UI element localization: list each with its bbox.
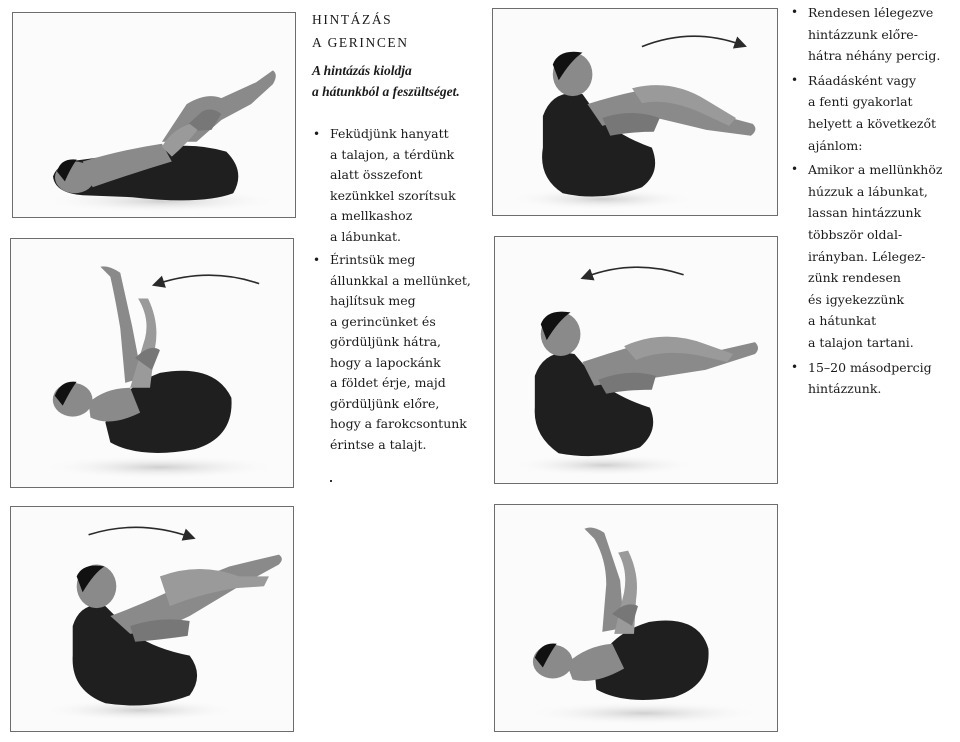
section-title bbox=[312, 8, 409, 54]
instruction-line: • Feküdjünk hanyatt bbox=[330, 126, 449, 141]
tip-item bbox=[790, 2, 942, 67]
direction-arrow-left bbox=[158, 275, 259, 283]
tip-line: húzzuk a lábunkat, bbox=[808, 183, 928, 199]
tip-line: • Ráadásként vagy bbox=[808, 72, 917, 88]
instruction-line: gördüljünk hátra, bbox=[330, 334, 442, 349]
instruction-line: hogy a farokcsontunk bbox=[330, 416, 467, 431]
tip-line: hintázzunk előre- bbox=[808, 26, 918, 42]
tip-line: zünk rendesen bbox=[808, 270, 901, 286]
instruction-line: hogy a lapockánk bbox=[330, 354, 441, 370]
tips-list bbox=[790, 2, 942, 403]
instruction-line: alatt összefont bbox=[330, 167, 423, 182]
instruction-line: gördüljünk előre, bbox=[330, 395, 440, 411]
direction-arrow-right bbox=[642, 36, 741, 46]
tip-line: hátra néhány percig. bbox=[808, 48, 941, 64]
instruction-line: kezünkkel szorítsuk bbox=[330, 187, 456, 203]
instruction-line: állunkkal a mellünket, bbox=[330, 272, 471, 288]
section-title-line-1: HINTÁZÁS bbox=[312, 12, 393, 27]
tip-line: hintázzunk. bbox=[808, 381, 882, 397]
section-intro-line-1: A hintázás kioldja bbox=[312, 63, 412, 78]
instruction-line: a földet érje, majd bbox=[330, 375, 446, 390]
direction-arrow-left bbox=[586, 267, 683, 276]
section-intro bbox=[312, 60, 460, 102]
tip-line: lassan hintázzunk bbox=[808, 205, 922, 221]
tip-line: • Rendesen lélegezve bbox=[808, 5, 934, 20]
tip-item bbox=[790, 159, 942, 353]
tip-line: a hátunkat bbox=[808, 313, 877, 329]
instruction-line: • Érintsük meg bbox=[330, 252, 416, 267]
section-intro-line-2: a hátunkból a feszültséget. bbox=[312, 84, 460, 99]
instruction-line: a gerincünket és bbox=[330, 313, 436, 329]
instruction-line: a lábunkat. bbox=[330, 228, 402, 244]
instructions-list bbox=[312, 124, 471, 458]
tip-line: • Amikor a mellünkhöz bbox=[808, 162, 943, 178]
instruction-item bbox=[312, 124, 471, 247]
section-title-line-2: A GERINCEN bbox=[312, 35, 409, 50]
tip-item bbox=[790, 70, 942, 156]
instruction-item bbox=[312, 250, 471, 455]
direction-arrow-right bbox=[89, 527, 190, 536]
tip-line: és igyekezzünk bbox=[808, 291, 905, 307]
tip-line: ajánlom: bbox=[808, 137, 863, 153]
exercise-photo-rolled-forward-3 bbox=[494, 236, 778, 484]
exercise-photo-rolled-back bbox=[10, 238, 294, 488]
exercise-photo-rolled-forward bbox=[10, 506, 294, 732]
tip-line: • 15–20 másodpercig bbox=[808, 359, 932, 375]
instruction-line: a talajon, a térdünk bbox=[330, 146, 455, 162]
exercise-photo-lying-knees-to-chest bbox=[12, 12, 296, 218]
tip-line: irányban. Lélegez- bbox=[808, 248, 926, 264]
instruction-line: érintse a talajt. bbox=[330, 436, 427, 452]
tip-line: a talajon tartani. bbox=[808, 334, 914, 350]
exercise-photo-rolled-back-2 bbox=[494, 504, 778, 732]
print-speck bbox=[330, 480, 332, 482]
tip-item bbox=[790, 357, 942, 400]
tip-line: helyett a következőt bbox=[808, 115, 937, 131]
tip-line: a fenti gyakorlat bbox=[808, 94, 913, 110]
tip-line: többször oldal- bbox=[808, 226, 903, 242]
instruction-line: a mellkashoz bbox=[330, 208, 413, 223]
exercise-photo-rolled-forward-2 bbox=[492, 8, 778, 216]
figure-lying-illustration bbox=[13, 13, 295, 217]
instruction-line: hajlítsuk meg bbox=[330, 293, 416, 308]
